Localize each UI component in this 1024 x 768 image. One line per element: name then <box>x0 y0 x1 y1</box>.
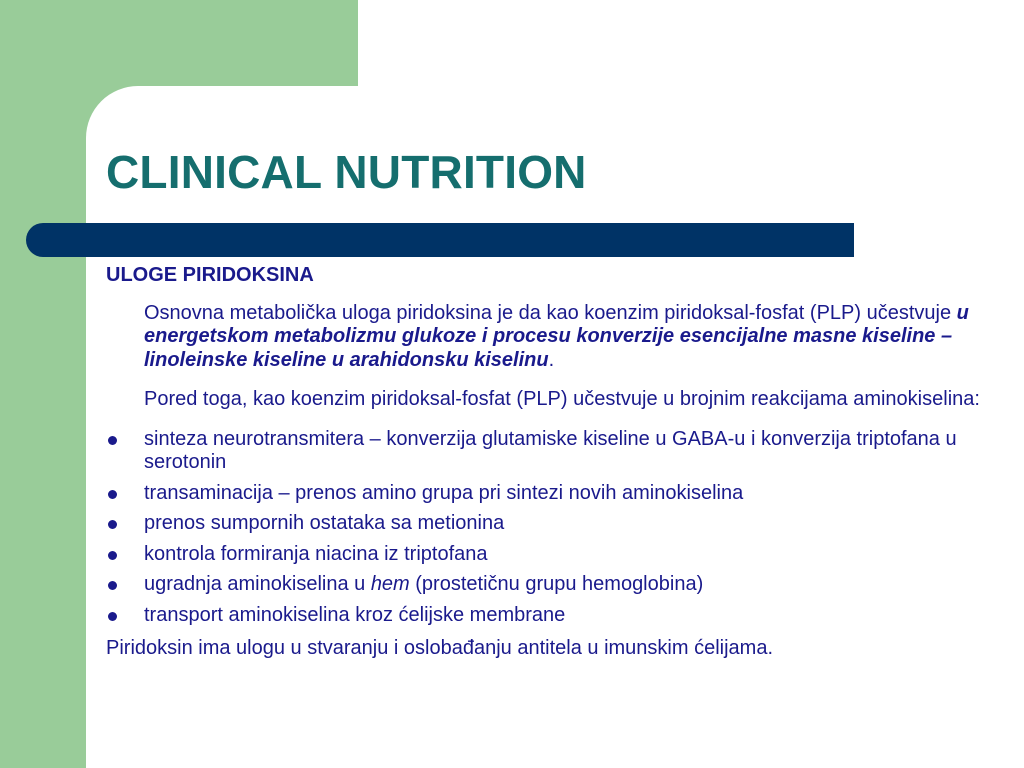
paragraph-amino-reactions: Pored toga, kao koenzim piridoksal-fosfat (PLP) učestvuje u brojnim reakcijama aminokiselina: <box>144 388 980 410</box>
paragraph-emphasis: u energetskom metabolizmu glukoze i procesu konverzije esencijalne masne kiseline – linoleinske kiseline u arahidonsku kiselinu <box>144 301 969 371</box>
list-item-text: sinteza neurotransmitera – konverzija glutamiske kiseline u GABA-u i konverzija triptofana u serotonin <box>144 427 957 473</box>
list-item <box>106 482 1006 506</box>
list-item <box>106 512 1006 536</box>
bullet-icon <box>108 490 117 499</box>
bullet-icon <box>108 581 117 590</box>
bullet-icon <box>108 612 117 621</box>
list-item-text: kontrola formiranja niacina iz triptofana <box>144 542 488 565</box>
list-item-italic: hem <box>370 573 410 595</box>
list-item-text: transaminacija – prenos amino grupa pri sintezi novih aminokiselina <box>144 481 744 504</box>
list-item-text: transport aminokiselina kroz ćelijske membrane <box>144 603 566 626</box>
title-underline-bar-end <box>846 223 854 257</box>
list-item <box>106 543 1006 567</box>
list-item-text: prenos sumpornih ostataka sa metionina <box>144 512 505 534</box>
list-item <box>106 428 1006 475</box>
slide-body <box>106 264 1006 661</box>
paragraph-text: Osnovna metabolička uloga piridoksina je da kao koenzim piridoksal-fosfat (PLP) učestvuje <box>144 301 957 324</box>
list-item <box>106 604 1006 628</box>
bullet-icon <box>108 551 117 560</box>
title-underline-bar <box>26 223 854 257</box>
bullet-icon <box>108 520 117 529</box>
paragraph-period: . <box>548 348 555 371</box>
slide-title: CLINICAL NUTRITION <box>106 146 587 198</box>
list-item-text: ugradnja aminokiselina u <box>144 573 371 595</box>
bullet-list <box>106 428 1006 628</box>
list-item <box>106 573 1006 597</box>
bullet-icon <box>108 436 117 445</box>
list-item-text: (prostetičnu grupu hemoglobina) <box>409 573 704 595</box>
paragraph-metabolic-role <box>144 302 1006 373</box>
section-heading: ULOGE PIRIDOKSINA <box>106 264 314 286</box>
closing-statement: Piridoksin ima ulogu u stvaranju i oslobađanju antitela u imunskim ćelijama. <box>106 637 774 659</box>
